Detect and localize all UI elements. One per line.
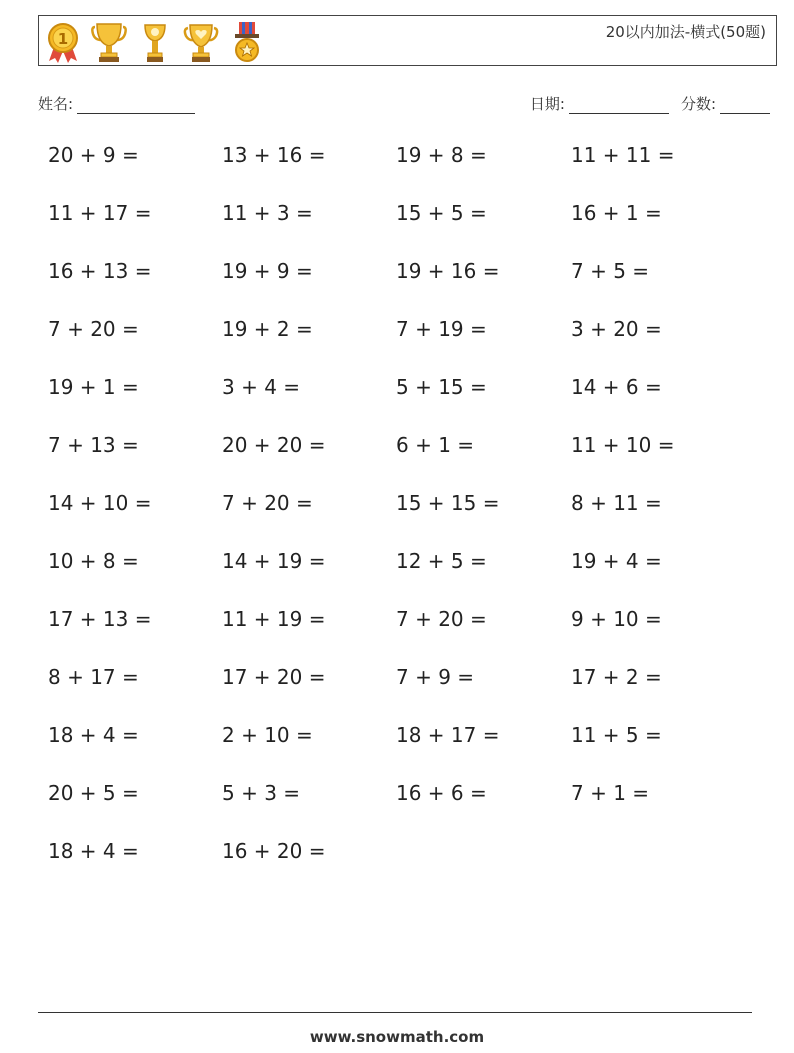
date-blank[interactable]	[569, 95, 669, 114]
medal-star-icon	[229, 21, 265, 63]
problem-grid	[48, 143, 748, 897]
problem-item: 15 + 15 =	[396, 491, 500, 515]
problem-item: 11 + 5 =	[571, 723, 662, 747]
problem-item: 18 + 17 =	[396, 723, 500, 747]
problem-item: 8 + 17 =	[48, 665, 139, 689]
footer-divider	[38, 1012, 752, 1013]
problem-row	[48, 549, 748, 607]
problem-item: 7 + 1 =	[571, 781, 650, 805]
score-label: 分数:	[680, 95, 716, 113]
problem-row	[48, 259, 748, 317]
problem-item: 7 + 5 =	[571, 259, 650, 283]
name-label: 姓名:	[38, 95, 74, 113]
problem-item: 2 + 10 =	[222, 723, 313, 747]
problem-item: 14 + 19 =	[222, 549, 326, 573]
problem-item: 19 + 4 =	[571, 549, 662, 573]
problem-item: 11 + 11 =	[571, 143, 675, 167]
problem-row	[48, 491, 748, 549]
svg-text:1: 1	[57, 30, 69, 48]
problem-item: 16 + 13 =	[48, 259, 152, 283]
problem-item: 20 + 5 =	[48, 781, 139, 805]
problem-item: 7 + 20 =	[396, 607, 487, 631]
problem-item: 13 + 16 =	[222, 143, 326, 167]
name-blank[interactable]	[77, 95, 195, 114]
problem-item: 3 + 4 =	[222, 375, 301, 399]
problem-item: 12 + 5 =	[396, 549, 487, 573]
problem-row	[48, 839, 748, 897]
problem-item: 6 + 1 =	[396, 433, 475, 457]
header-box	[38, 15, 777, 66]
trophy-heart-icon	[183, 21, 219, 63]
problem-item: 10 + 8 =	[48, 549, 139, 573]
trophy-cup-icon	[91, 21, 127, 63]
medal-1st-icon	[45, 21, 81, 63]
problem-item: 18 + 4 =	[48, 723, 139, 747]
problem-item: 19 + 1 =	[48, 375, 139, 399]
problem-row	[48, 201, 748, 259]
score-blank[interactable]	[720, 95, 770, 114]
problem-row	[48, 433, 748, 491]
problem-row	[48, 317, 748, 375]
problem-item: 19 + 2 =	[222, 317, 313, 341]
problem-row	[48, 607, 748, 665]
problem-item: 16 + 6 =	[396, 781, 487, 805]
problem-item: 17 + 2 =	[571, 665, 662, 689]
problem-item: 17 + 20 =	[222, 665, 326, 689]
date-label: 日期:	[529, 95, 565, 113]
problem-item: 5 + 15 =	[396, 375, 487, 399]
problem-item: 16 + 20 =	[222, 839, 326, 863]
footer-url: www.snowmath.com	[309, 1028, 485, 1046]
problem-item: 15 + 5 =	[396, 201, 487, 225]
problem-item: 19 + 16 =	[396, 259, 500, 283]
problem-item: 7 + 9 =	[396, 665, 475, 689]
name-field	[38, 93, 195, 114]
trophy-goblet-icon	[137, 21, 173, 63]
problem-item: 11 + 10 =	[571, 433, 675, 457]
problem-item: 7 + 19 =	[396, 317, 487, 341]
problem-item: 5 + 3 =	[222, 781, 301, 805]
date-score-fields	[530, 93, 770, 114]
icon-strip	[45, 20, 265, 64]
problem-row	[48, 781, 748, 839]
problem-item: 16 + 1 =	[571, 201, 662, 225]
problem-item: 11 + 19 =	[222, 607, 326, 631]
problem-item: 17 + 13 =	[48, 607, 152, 631]
problem-row	[48, 723, 748, 781]
problem-item: 11 + 3 =	[222, 201, 313, 225]
worksheet-title: 20以内加法-横式(50题)	[605, 23, 766, 41]
problem-item: 19 + 9 =	[222, 259, 313, 283]
problem-item: 20 + 20 =	[222, 433, 326, 457]
problem-item: 7 + 20 =	[222, 491, 313, 515]
student-info-row	[38, 93, 770, 115]
problem-item: 8 + 11 =	[571, 491, 662, 515]
problem-item: 11 + 17 =	[48, 201, 152, 225]
problem-item: 7 + 20 =	[48, 317, 139, 341]
problem-row	[48, 143, 748, 201]
problem-item: 3 + 20 =	[571, 317, 662, 341]
problem-item: 9 + 10 =	[571, 607, 662, 631]
problem-item: 14 + 6 =	[571, 375, 662, 399]
problem-item: 7 + 13 =	[48, 433, 139, 457]
problem-item: 19 + 8 =	[396, 143, 487, 167]
problem-item: 14 + 10 =	[48, 491, 152, 515]
problem-row	[48, 375, 748, 433]
problem-row	[48, 665, 748, 723]
problem-item: 20 + 9 =	[48, 143, 139, 167]
problem-item: 18 + 4 =	[48, 839, 139, 863]
